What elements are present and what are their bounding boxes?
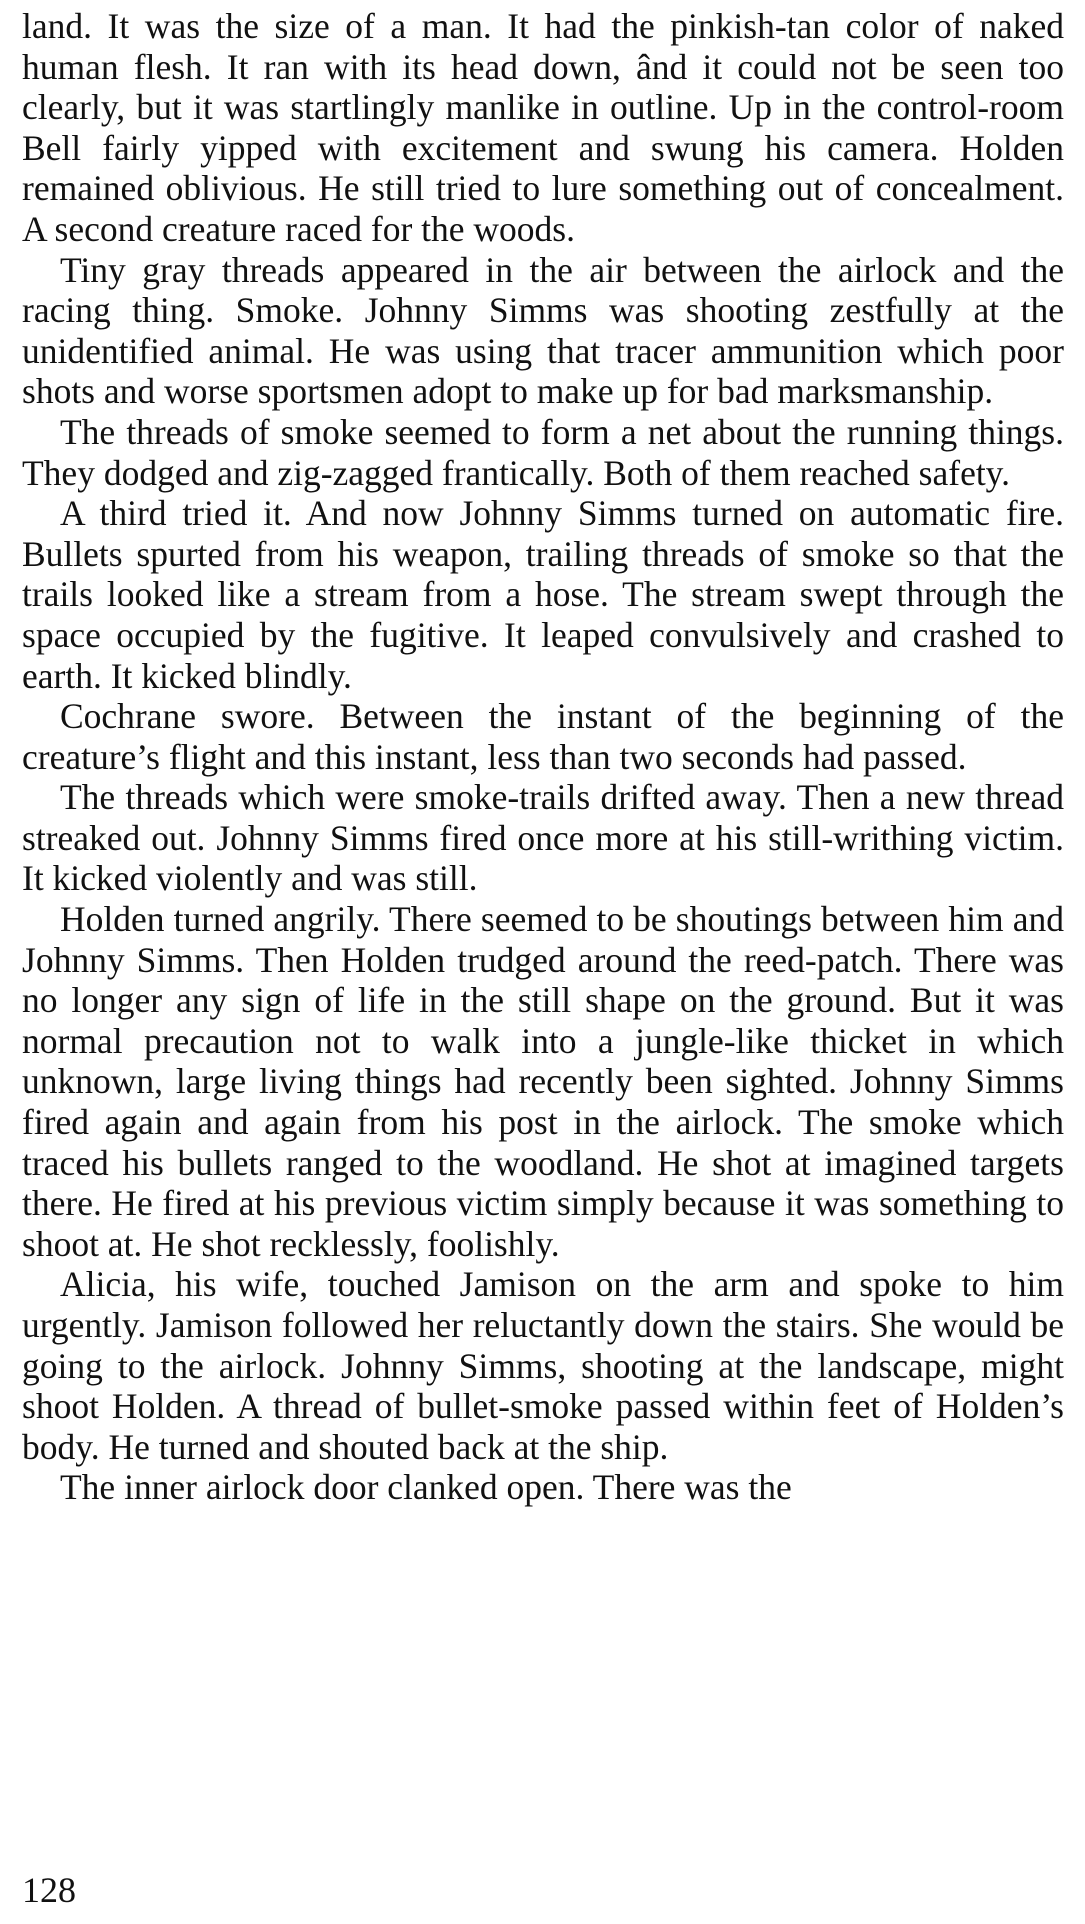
paragraph-5: Cochrane swore. Between the instant of the beginning of the creature’s flight and this instant, less than two seconds had passed. — [22, 696, 1064, 777]
page-number: 128 — [22, 1870, 76, 1910]
paragraph-1: land. It was the size of a man. It had the pinkish-tan color of naked human flesh. It ran with its head down, ând it could not be seen too clearly, but it was startlingly manlike in outline. Up in the control-room Bell fairly yipped with excitement and swung his camera. Holden remained oblivious. He still tried to lure something out of concealment. A second creature raced for the woods. — [22, 6, 1064, 249]
paragraph-3: The threads of smoke seemed to form a net about the running things. They dodged and zig-zagged frantically. Both of them reached safety. — [22, 411, 1064, 493]
paragraph-7: Holden turned angrily. There seemed to be shoutings between him and Johnny Simms. Then Holden trudged around the reed-patch. There was no longer any sign of life in the still shape on the ground. But it was normal precaution not to walk into a jungle-like thicket in which unknown, large living things had recently been sighted. Johnny Simms fired again and again from his post in the airlock. The smoke which traced his bullets ranged to the woodland. He shot at imagined targets there. He fired at his previous victim simply because it was something to shoot at. He shot recklessly, foolishly. — [22, 899, 1064, 1264]
paragraph-6: The threads which were smoke-trails drifted away. Then a new thread streaked out. Johnny Simms fired once more at his still-writhing victim. It kicked violently and was still. — [22, 777, 1064, 899]
paragraph-4: A third tried it. And now Johnny Simms turned on automatic fire. Bullets spurted from his weapon, trailing threads of smoke so that the trails looked like a stream from a hose. The stream swept through the space occupied by the fugitive. It leaped convulsively and crashed to earth. It kicked blindly. — [22, 493, 1064, 696]
paragraph-8: Alicia, his wife, touched Jamison on the arm and spoke to him urgently. Jamison followed her reluctantly down the stairs. She would be going to the airlock. Johnny Simms, shooting at the landscape, might shoot Holden. A thread of bullet-smoke passed within feet of Holden’s body. He turned and shouted back at the ship. — [22, 1264, 1064, 1467]
book-page — [22, 0, 1064, 1924]
paragraph-9: The inner airlock door clanked open. There was the — [60, 1467, 792, 1508]
body-text — [22, 6, 1064, 1508]
paragraph-2: Tiny gray threads appeared in the air between the airlock and the racing thing. Smoke. Johnny Simms was shooting zestfully at the unidentified animal. He was using that tracer ammunition which poor shots and worse sportsmen adopt to make up for bad marksmanship. — [22, 249, 1064, 412]
